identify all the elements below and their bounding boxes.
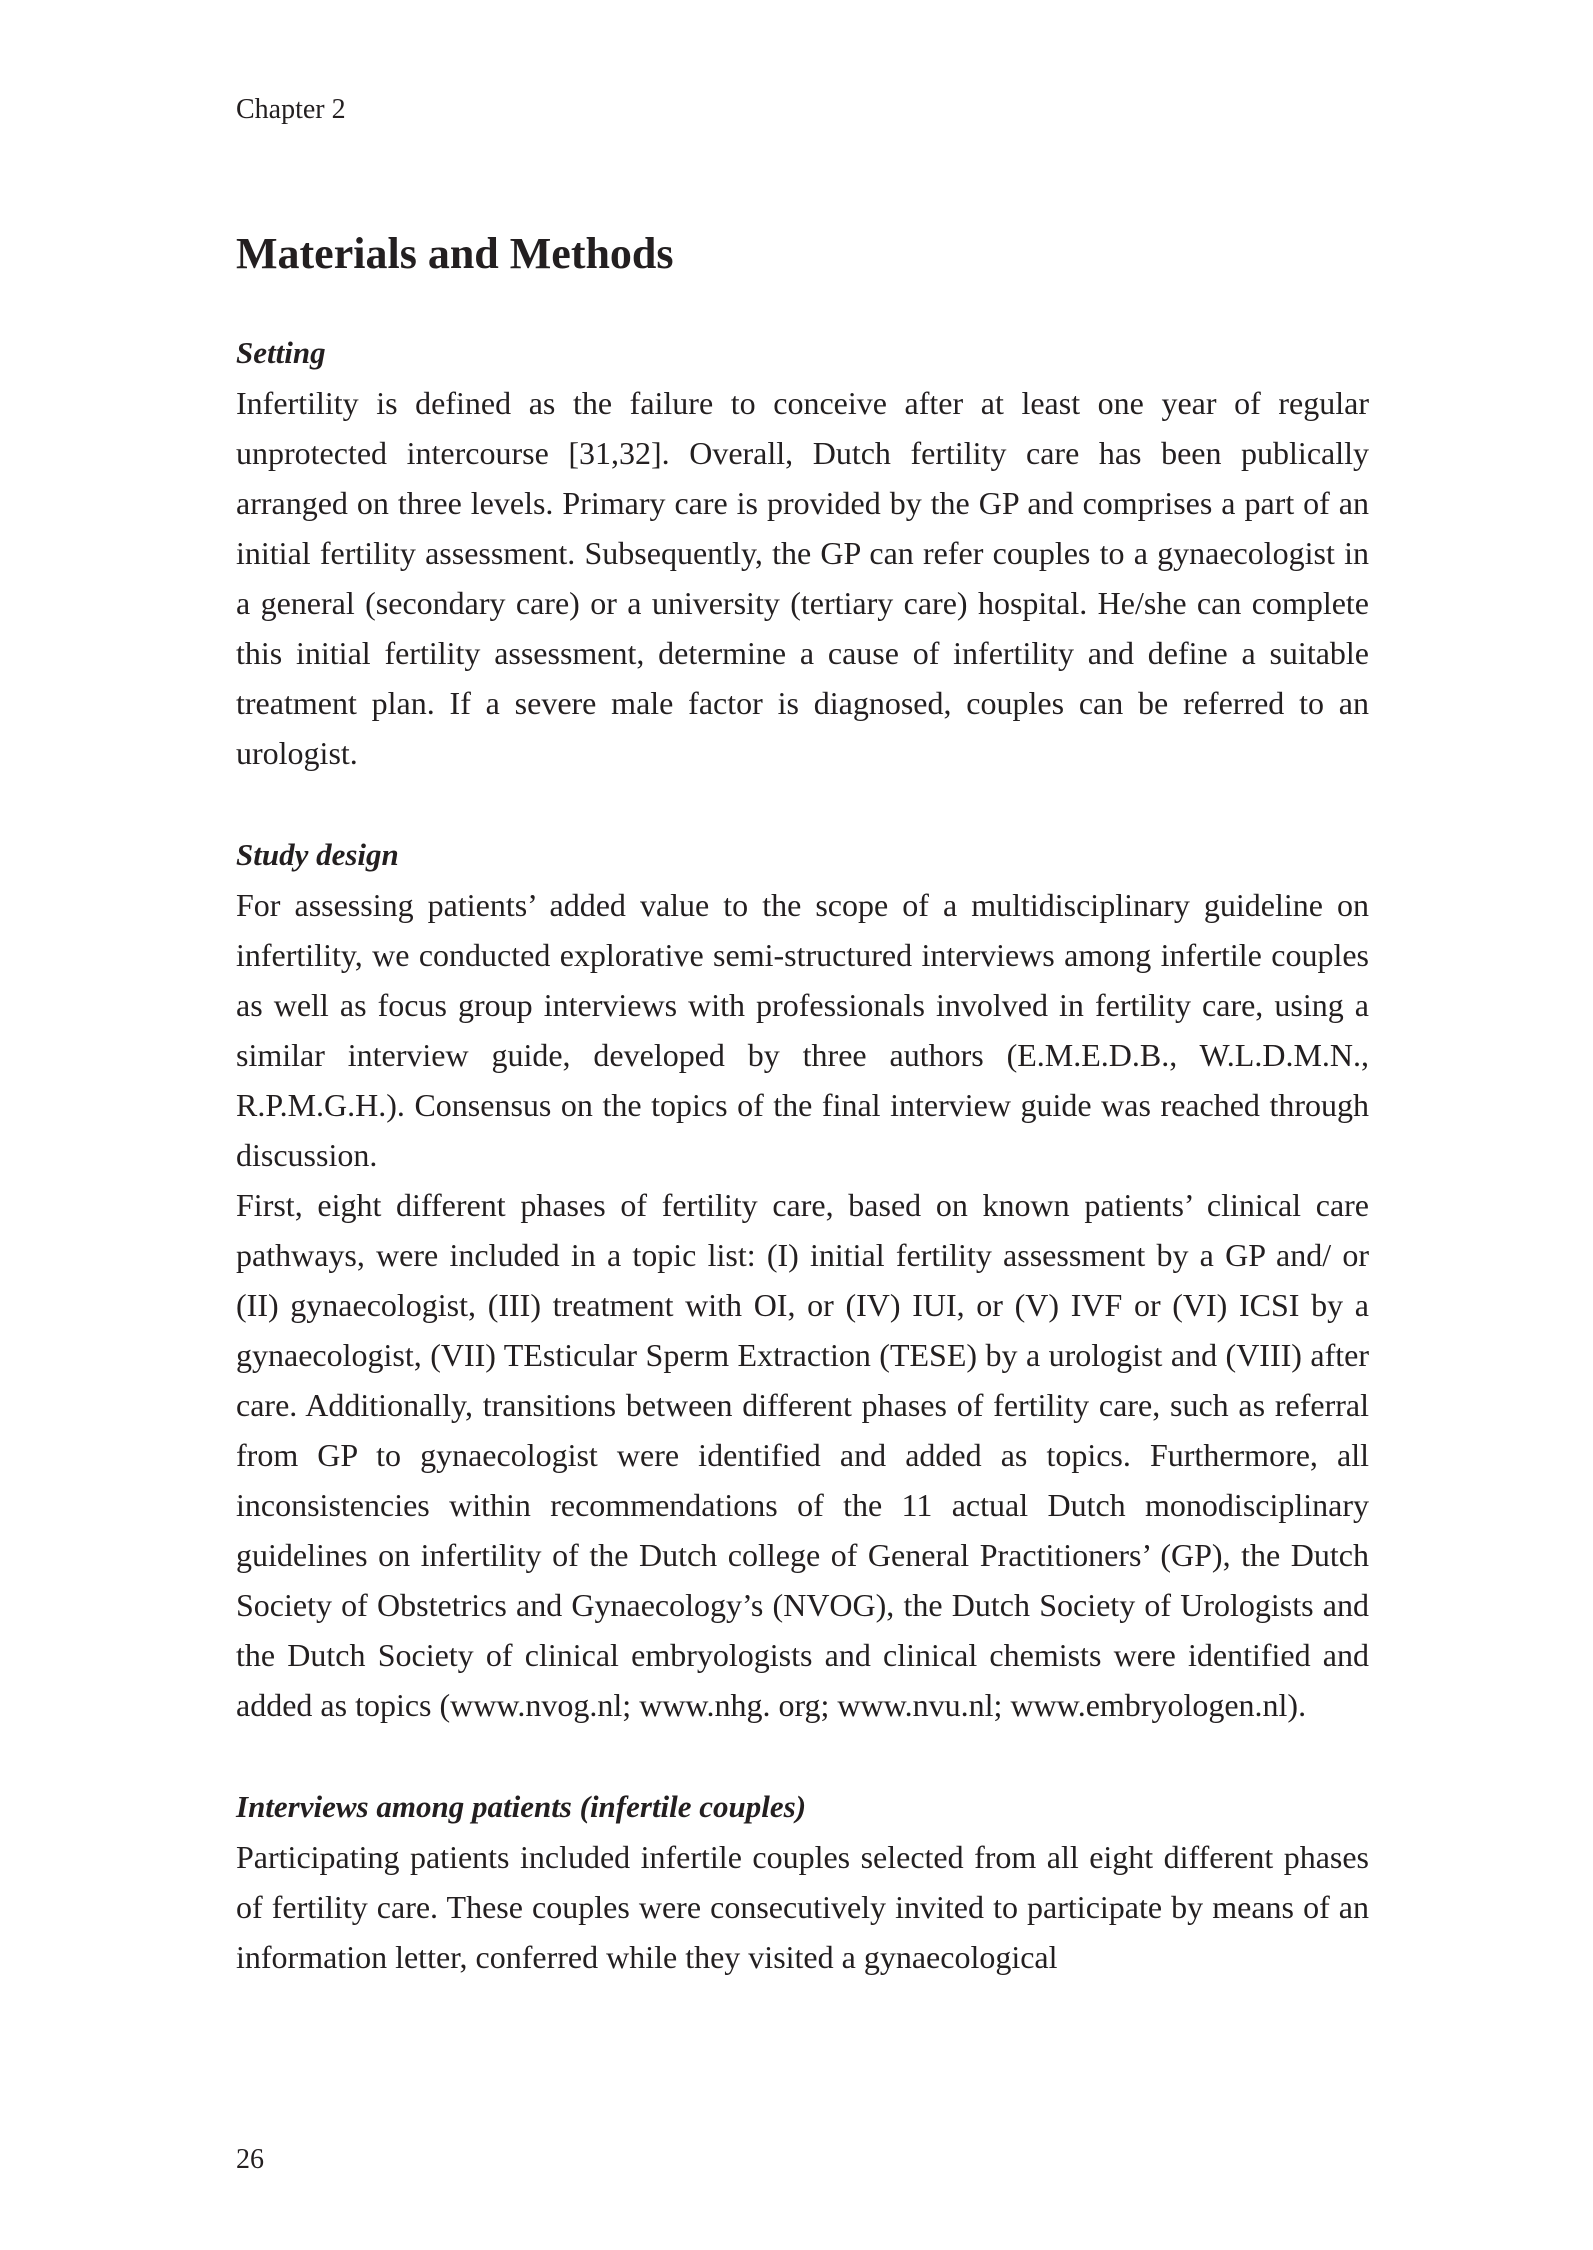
subsection-heading-setting: Setting (236, 335, 326, 370)
paragraph: For assessing patients’ added value to the scope of a multidisciplinary guideline on infertility, we conducted explorative semi-structured interviews among infertile couples as well as focus group interviews with professionals involved in fertility care, using a similar interview guide, developed by three authors (E.M.E.D.B., W.L.D.M.N., R.P.M.G.H.). Consensus on the topics of the final interview guide was reached through discussion. (236, 887, 1369, 1173)
page-number: 26 (236, 2144, 264, 2175)
section-interviews-patients (236, 1782, 1369, 1982)
page-content (236, 224, 1369, 1982)
subsection-heading-interviews-patients: Interviews among patients (infertile couples) (236, 1789, 807, 1824)
paragraph: Infertility is defined as the failure to conceive after at least one year of regular unprotected intercourse [31,32]. Overall, Dutch fertility care has been publically arranged on three levels. Primary care is provided by the GP and comprises a part of an initial fertility assessment. Subsequently, the GP can refer couples to a gynaecologist in a general (secondary care) or a university (tertiary care) hospital. He/she can complete this initial fertility assessment, determine a cause of infertility and define a suitable treatment plan. If a severe male factor is diagnosed, couples can be referred to an urologist. (236, 385, 1369, 771)
section-study-design (236, 830, 1369, 1730)
paragraph: Participating patients included infertile couples selected from all eight different phases of fertility care. These couples were consecutively invited to participate by means of an information letter, conferred while they visited a gynaecological (236, 1839, 1369, 1975)
running-head: Chapter 2 (236, 94, 346, 125)
section-setting (236, 328, 1369, 778)
section-title: Materials and Methods (236, 229, 674, 278)
paragraph: First, eight different phases of fertility care, based on known patients’ clinical care pathways, were included in a topic list: (I) initial fertility assessment by a GP and/ or (II) gynaecologist, (III) treatment with OI, or (IV) IUI, or (V) IVF or (VI) ICSI by a gynaecologist, (VII) TEsticular Sperm Extraction (TESE) by a urologist and (VIII) after care. Additionally, transitions between different phases of fertility care, such as referral from GP to gynaecologist were identified and added as topics. Furthermore, all inconsistencies within recommendations of the 11 actual Dutch monodisciplinary guidelines on infertility of the Dutch college of General Practitioners’ (GP), the Dutch Society of Obstetrics and Gynaecology’s (NVOG), the Dutch Society of Urologists and the Dutch Society of clinical embryologists and clinical chemists were identified and added as topics (www.nvog.nl; www.nhg. org; www.nvu.nl; www.embryologen.nl). (236, 1187, 1369, 1723)
subsection-heading-study-design: Study design (236, 837, 399, 872)
